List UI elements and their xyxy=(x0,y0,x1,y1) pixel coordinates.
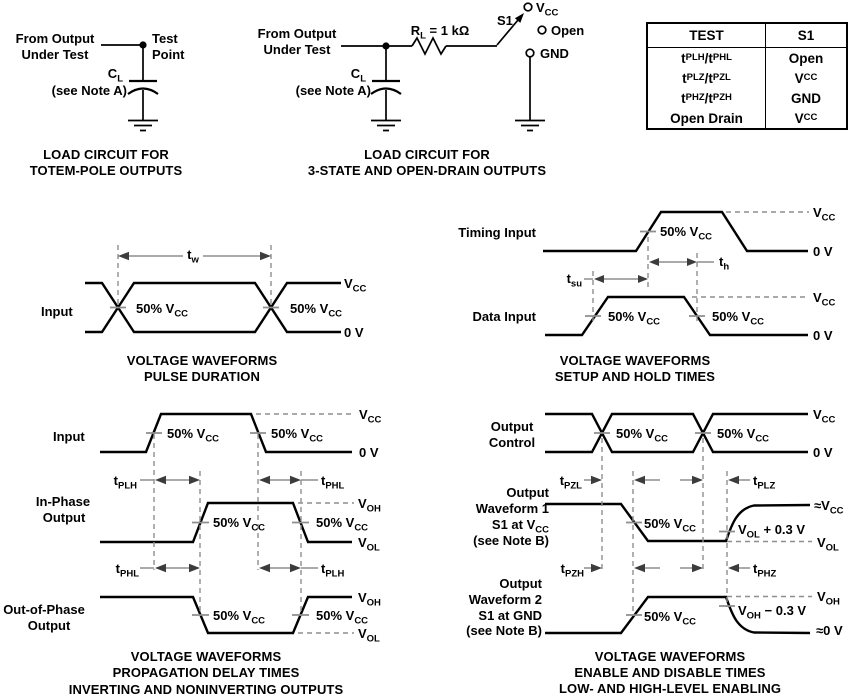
waveform1-label-line1: Output xyxy=(506,485,549,500)
s1-table-cell-s1-3: V CC xyxy=(794,110,818,126)
inphase-output-label-line2: Output xyxy=(42,510,86,525)
voh-minus-03-label: $V_{OH} - 0.3$ V xyxy=(738,603,807,622)
voh-label: $V_{OH}$ xyxy=(817,589,840,608)
control-vcc-label: $V_{CC}$ xyxy=(813,407,836,426)
inphase-vol-label: $V_{OL}$ xyxy=(358,535,380,554)
s1-table-cell-test-2: t PHZ /t PZH xyxy=(648,88,766,108)
pulse-pct-left-label: 50% $V_{CC}$ xyxy=(136,301,189,320)
three-state-source-label-line2: Under Test xyxy=(263,42,331,57)
s1-table-cell-test-3: Open Drain xyxy=(648,108,766,128)
prop-input-pct-left-label: 50% $V_{CC}$ xyxy=(167,426,220,445)
tphz-label: $t_{PHZ}$ xyxy=(753,561,777,580)
s1-table-cell-s1-0: Open xyxy=(788,50,824,66)
timing-0v-label: 0 V xyxy=(813,244,833,259)
data-0v-label: 0 V xyxy=(813,328,833,343)
test-point-label-line2: Point xyxy=(152,47,185,62)
waveform1-pct-label: 50% $V_{CC}$ xyxy=(644,516,697,535)
ground-icon xyxy=(128,121,158,131)
totem-caption-line2: TOTEM-POLE OUTPUTS xyxy=(29,163,183,178)
pulse-caption-line1: VOLTAGE WAVEFORMS xyxy=(126,353,278,368)
th-label: $t_h$ xyxy=(719,254,730,273)
outphase-vol-label: $V_{OL}$ xyxy=(358,626,380,645)
timing-pct-label: 50% $V_{CC}$ xyxy=(660,224,713,243)
totem-caption-line1: LOAD CIRCUIT FOR xyxy=(43,147,169,162)
control-pct-left-label: 50% $V_{CC}$ xyxy=(616,426,669,445)
resistor-icon xyxy=(412,38,446,54)
tpzl-label: $t_{PZL}$ xyxy=(559,473,582,492)
tw-label: $t_w$ xyxy=(187,247,199,266)
inphase-pct-left-label: 50% $V_{CC}$ xyxy=(213,515,266,534)
totem-note-a-label: (see Note A) xyxy=(51,83,127,98)
three-state-cl-label: $C_L$ xyxy=(350,66,366,85)
waveform2-label-line1: Output xyxy=(499,576,542,591)
timing-input-label: Timing Input xyxy=(458,225,536,240)
waveform2-label-line4: (see Note B) xyxy=(466,623,542,638)
prop-input-pct-right-label: 50% $V_{CC}$ xyxy=(271,426,324,445)
prop-caption-line3: INVERTING AND NONINVERTING OUTPUTS xyxy=(68,682,344,697)
switch-pos-gnd-label: GND xyxy=(540,46,569,61)
pulse-0v-label: 0 V xyxy=(344,325,364,340)
switch-terminal-vcc xyxy=(524,3,532,11)
s1-table-cell-test-0: t PLH /t PHL xyxy=(648,48,766,68)
three-state-note-a-label: (see Note A) xyxy=(295,83,371,98)
s1-switch-label: S1 xyxy=(497,13,513,28)
s1-table-header-test: TEST xyxy=(648,24,766,48)
vol-plus-03-label: $V_{OL} + 0.3$ V xyxy=(738,522,806,541)
control-0v-label: 0 V xyxy=(813,445,833,460)
test-point-label-line1: Test xyxy=(152,31,178,46)
waveform1-label-line4: (see Note B) xyxy=(473,533,549,548)
outphase-output-label-line2: Output xyxy=(27,618,71,633)
inphase-output-label-line1: In-Phase xyxy=(35,494,91,509)
data-pct-right-label: 50% $V_{CC}$ xyxy=(712,309,765,328)
outphase-output-label-line1: Out-of-Phase xyxy=(3,602,85,617)
tsu-label: $t_{su}$ xyxy=(566,271,582,290)
prop-caption-line1: VOLTAGE WAVEFORMS xyxy=(130,649,282,664)
s1-table-cell-test-1: t PLZ /t PZL xyxy=(648,68,766,88)
s1-table-header-s1: S1 xyxy=(766,24,846,48)
tplz-label: $t_{PLZ}$ xyxy=(753,473,776,492)
switch-pos-open-label: Open xyxy=(551,23,585,38)
enable-caption-line3: LOW- AND HIGH-LEVEL ENABLING xyxy=(558,681,782,696)
rl-resistor-label: $R_L = 1$ kΩ xyxy=(410,23,470,42)
switch-terminal-gnd xyxy=(526,49,534,57)
tplh-bottom-label: $t_{PLH}$ xyxy=(321,561,345,580)
setup-hold-caption-line1: VOLTAGE WAVEFORMS xyxy=(559,353,711,368)
outphase-voh-label: $V_{OH}$ xyxy=(358,590,381,609)
waveform1-label-line2: Waveform 1 xyxy=(475,501,549,516)
enable-caption-line2: ENABLE AND DISABLE TIMES xyxy=(574,665,766,680)
output-control-label-line2: Control xyxy=(488,435,536,450)
three-state-caption-line2: 3-STATE AND OPEN-DRAIN OUTPUTS xyxy=(307,163,547,178)
control-pct-right-label: 50% $V_{CC}$ xyxy=(717,426,770,445)
pulse-caption-line2: PULSE DURATION xyxy=(144,369,260,384)
tplh-top-label: $t_{PLH}$ xyxy=(113,473,137,492)
waveform2-pct-label: 50% $V_{CC}$ xyxy=(644,609,697,628)
prop-vcc-label: $V_{CC}$ xyxy=(359,407,382,426)
waveform2-label-line2: Waveform 2 xyxy=(468,592,542,607)
approx-vcc-label: $\approx V_{CC}$ xyxy=(814,498,844,517)
outphase-pct-left-label: 50% $V_{CC}$ xyxy=(213,608,266,627)
tphl-top-label: $t_{PHL}$ xyxy=(321,473,345,492)
output-control-label-line1: Output xyxy=(490,419,534,434)
prop-0v-label: 0 V xyxy=(359,445,379,460)
waveform1-label-line3: S1 at $V_{CC}$ xyxy=(491,517,549,536)
inphase-pct-right-label: 50% $V_{CC}$ xyxy=(316,515,369,534)
setup-hold-caption-line2: SETUP AND HOLD TIMES xyxy=(554,369,716,384)
approx-0v-label: ≈0 V xyxy=(816,623,843,638)
three-state-caption-line1: LOAD CIRCUIT FOR xyxy=(364,147,490,162)
data-pct-left-label: 50% $V_{CC}$ xyxy=(608,309,661,328)
pulse-vcc-label: $V_{CC}$ xyxy=(344,276,367,295)
s1-table-cell-s1-1: V CC xyxy=(794,70,818,86)
tpzh-label: $t_{PZH}$ xyxy=(560,561,584,580)
pulse-duration-waveform-drawing xyxy=(85,245,341,332)
enable-caption-line1: VOLTAGE WAVEFORMS xyxy=(594,649,746,664)
totem-source-label-line2: Under Test xyxy=(21,47,89,62)
tphl-bottom-label: $t_{PHL}$ xyxy=(115,561,139,580)
switch-terminal-open xyxy=(538,26,546,34)
waveform2-label-line3: S1 at GND xyxy=(478,608,542,623)
timing-vcc-label: $V_{CC}$ xyxy=(813,205,836,224)
switch-pos-vcc-label: $V_{CC}$ xyxy=(536,0,559,19)
totem-cl-label: $C_L$ xyxy=(107,66,123,85)
pulse-input-label: Input xyxy=(41,304,73,319)
three-state-source-label-line1: From Output xyxy=(257,26,337,41)
vol-label: $V_{OL}$ xyxy=(817,535,839,554)
data-input-label: Data Input xyxy=(472,309,536,324)
prop-input-label: Input xyxy=(53,429,85,444)
prop-caption-line2: PROPAGATION DELAY TIMES xyxy=(112,665,300,680)
s1-function-table xyxy=(646,22,848,130)
pulse-pct-right-label: 50% $V_{CC}$ xyxy=(290,301,343,320)
outphase-pct-right-label: 50% $V_{CC}$ xyxy=(316,608,369,627)
totem-source-label-line1: From Output xyxy=(15,31,95,46)
ground-icon xyxy=(371,121,401,131)
inphase-voh-label: $V_{OH}$ xyxy=(358,496,381,515)
data-vcc-label: $V_{CC}$ xyxy=(813,290,836,309)
ground-icon xyxy=(515,121,545,131)
s1-table-cell-s1-2: GND xyxy=(791,90,821,106)
